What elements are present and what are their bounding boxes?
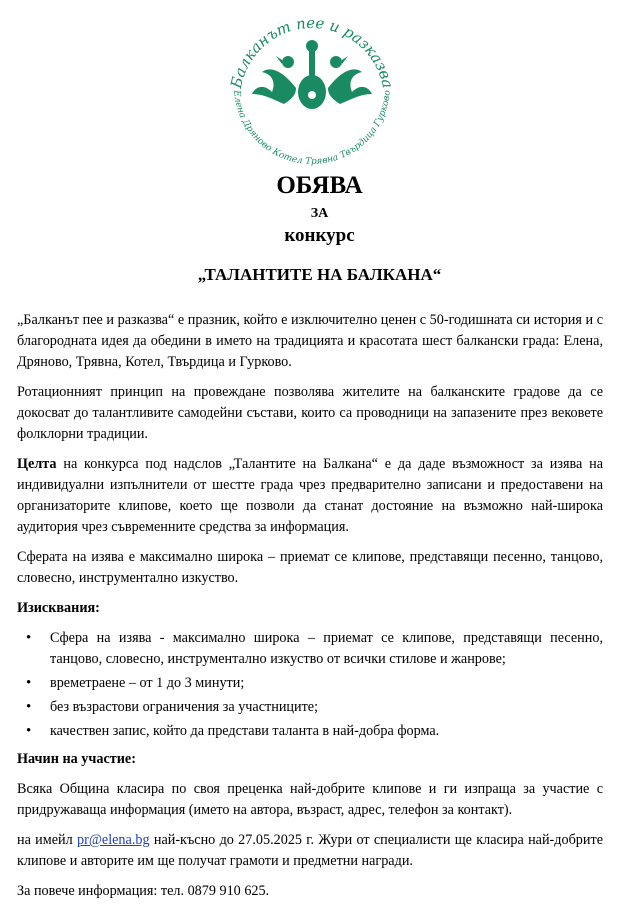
birds-and-gadulka-icon [252, 40, 372, 109]
logo-arc-bottom-text: Елена Дряново Котел Трявна Твърдица Гурково [231, 89, 393, 168]
email-suffix: най-късно до 27.05.2025 г. Жури от специалисти ще класира най-добрите клипове и авторите им ще получат грамоти и предметни награди. [17, 832, 603, 869]
festival-logo [212, 0, 412, 168]
requirements-list [17, 628, 603, 742]
goal-paragraph [17, 454, 603, 538]
participation-paragraph-2 [17, 830, 603, 872]
list-item: • Сфера на изява - максимално широка – приемат се клипове, представящи песенно, танцово, словесно, инструментално изкуство от всички стилове и жанрове; [50, 628, 603, 670]
sphere-paragraph: Сферата на изява е максимално широка – приемат се клипове, представящи песенно, танцово, словесно, инструментално изкуство. [17, 549, 603, 586]
participation-heading: Начин на участие: [17, 751, 136, 767]
logo-arc-top-text: Балканът пее и разказва [227, 13, 397, 90]
participation-paragraph-1: Всяка Община класира по своя преценка най-добрите клипове и ги изпраща за участие с придружаваща информация (името на автора, възраст, адрес, телефон за контакт). [17, 781, 603, 818]
contest-name: „ТАЛАНТИТЕ НА БАЛКАНА“ [197, 265, 442, 284]
title-subtitle: конкурс [284, 225, 355, 246]
email-prefix: на имейл [17, 832, 78, 848]
list-item: • времетраене – от 1 до 3 минути; [50, 673, 603, 694]
intro-paragraph-2: Ротационният принцип на провеждане позволява жителите на балканските градове да се докосват до талантливите самодейни състави, които са проводници на запазените през вековете фолклорни традиции. [17, 384, 603, 442]
page-title: ОБЯВА [276, 172, 363, 199]
list-item: • качествен запис, който да представи таланта в най-добра форма. [50, 721, 603, 742]
list-item: • без възрастови ограничения за участниците; [50, 697, 603, 718]
goal-label: Целта [17, 456, 57, 472]
contact-paragraph: За повече информация: тел. 0879 910 625. [17, 883, 270, 899]
intro-paragraph-1: „Балканът пее и разказва“ е празник, който е изключително ценен с 50-годишната си история и с благородната идея да обедини в името на традицията и красотата шест балкански града: Елена, Дряново, Трявна, Котел, Твърдица и Гурково. [17, 312, 603, 370]
requirements-heading: Изисквания: [17, 600, 100, 616]
announcement-body [17, 310, 603, 911]
title-preposition: ЗА [310, 206, 329, 221]
email-link[interactable]: pr@elena.bg [77, 832, 150, 848]
goal-text: на конкурса под надслов „Талантите на Балкана“ е да даде възможност за изява на индивидуални изпълнители от шестте града чрез предварително записани и предоставени на организаторите клипове, което ще позволи да станат достояние на възможно най-широка аудитория чрез съвременните средства за информация. [17, 456, 603, 535]
